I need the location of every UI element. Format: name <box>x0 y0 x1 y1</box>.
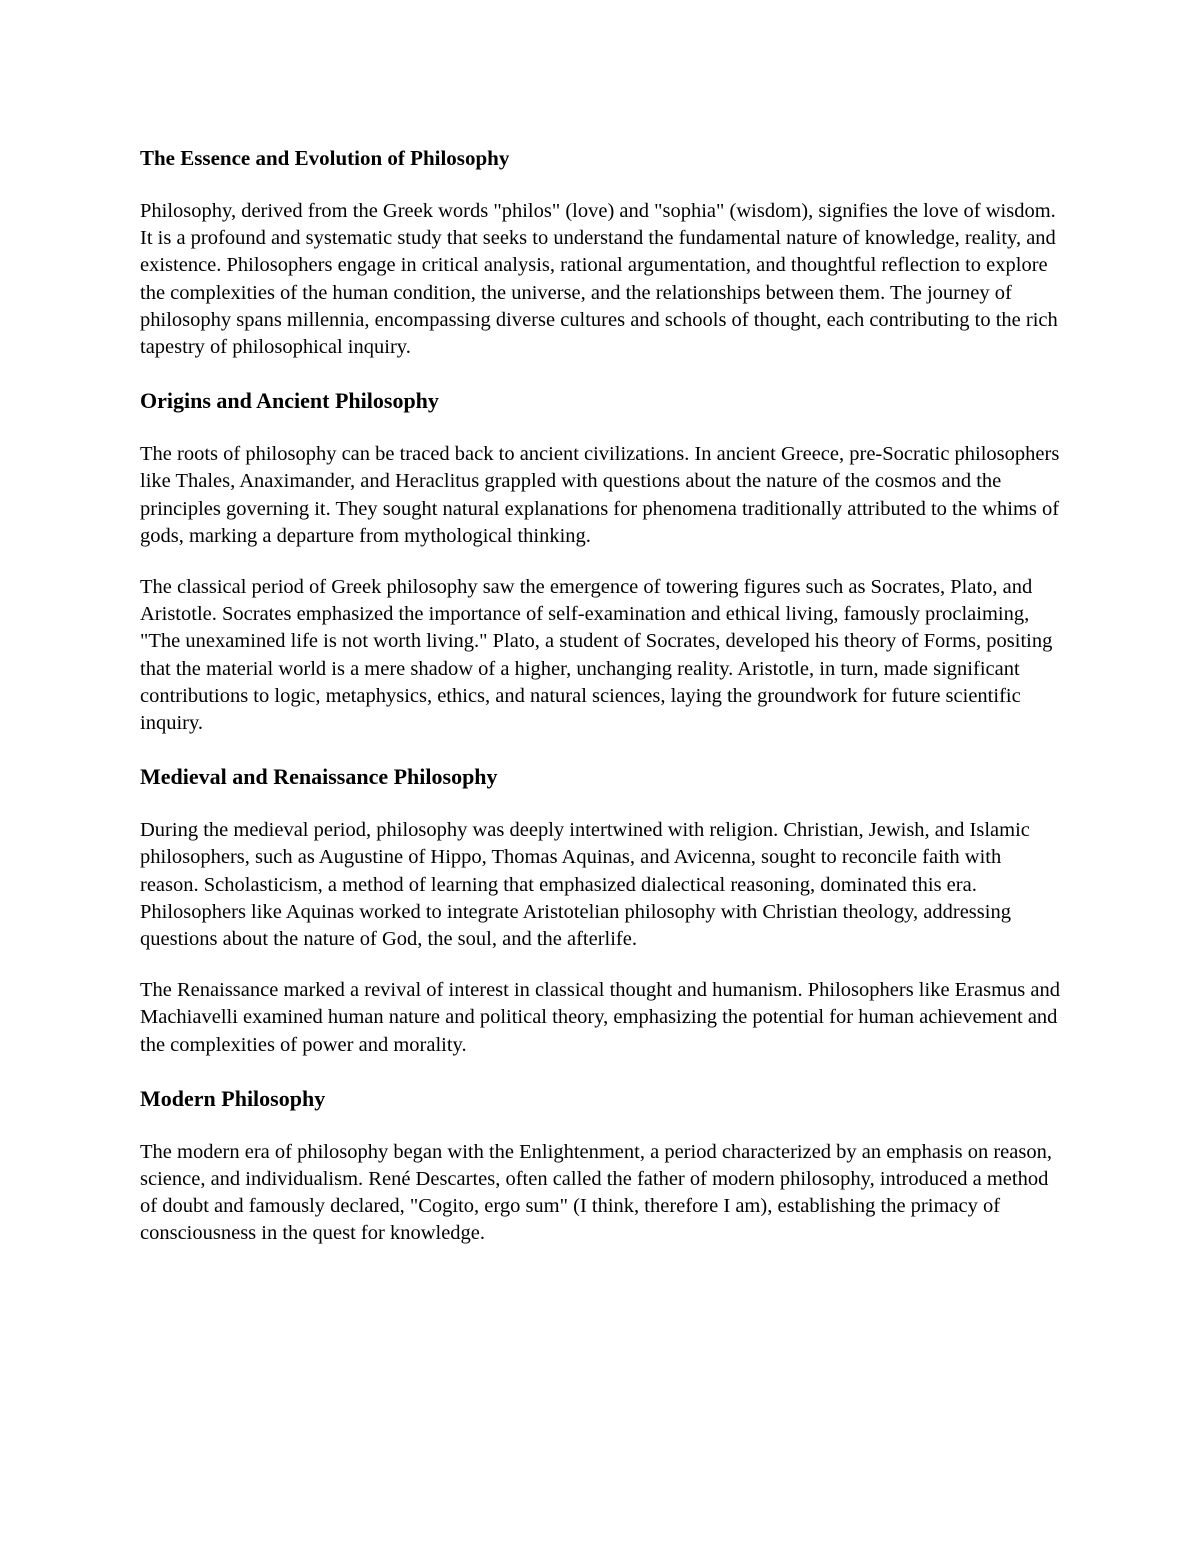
document-title: The Essence and Evolution of Philosophy <box>140 146 510 170</box>
section-heading: Medieval and Renaissance Philosophy <box>140 764 498 790</box>
paragraph: During the medieval period, philosophy was deeply intertwined with religion. Christian, Jewish, and Islamic philosophers, such as Augustine of Hippo, Thomas Aquinas, and Avicenna, sought to reconcile faith with reason. Scholasticism, a method of learning that emphasized dialectical reasoning, dominated this era. Philosophers like Aquinas worked to integrate Aristotelian philosophy with Christian theology, addressing questions about the nature of God, the soul, and the afterlife. <box>140 819 1030 951</box>
paragraph: The Renaissance marked a revival of interest in classical thought and humanism. Philosophers like Erasmus and Machiavelli examined human nature and political theory, emphasizing the potential for human achievement and the complexities of power and morality. <box>140 979 1060 1056</box>
section-heading: Modern Philosophy <box>140 1085 326 1111</box>
section-origins-ancient <box>140 385 1060 737</box>
paragraph: The classical period of Greek philosophy saw the emergence of towering figures such as Socrates, Plato, and Aristotle. Socrates emphasized the importance of self-examination and ethical living, famously proclaiming, "The unexamined life is not worth living." Plato, a student of Socrates, developed his theory of Forms, positing that the material world is a mere shadow of a higher, unchanging reality. Aristotle, in turn, made significant contributions to logic, metaphysics, ethics, and natural sciences, laying the groundwork for future scientific inquiry. <box>140 576 1053 735</box>
document-page <box>140 142 1060 1272</box>
section-medieval-renaissance <box>140 761 1060 1059</box>
paragraph: The roots of philosophy can be traced back to ancient civilizations. In ancient Greece, pre-Socratic philosophers like Thales, Anaximander, and Heraclitus grappled with questions about the nature of the cosmos and the principles governing it. They sought natural explanations for phenomena traditionally attributed to the whims of gods, marking a departure from mythological thinking. <box>140 443 1060 547</box>
paragraph: The modern era of philosophy began with the Enlightenment, a period characterized by an emphasis on reason, science, and individualism. René Descartes, often called the father of modern philosophy, introduced a method of doubt and famously declared, "Cogito, ergo sum" (I think, therefore I am), establishing the primacy of consciousness in the quest for knowledge. <box>140 1140 1052 1245</box>
section-modern <box>140 1083 1060 1248</box>
section-heading: Origins and Ancient Philosophy <box>140 388 439 414</box>
intro-paragraph: Philosophy, derived from the Greek words "philos" (love) and "sophia" (wisdom), signifies the love of wisdom. It is a profound and systematic study that seeks to understand the fundamental nature of knowledge, reality, and existence. Philosophers engage in critical analysis, rational argumentation, and thoughtful reflection to explore the complexities of the human condition, the universe, and the relationships between them. The journey of philosophy spans millennia, encompassing diverse cultures and schools of thought, each contributing to the rich tapestry of philosophical inquiry. <box>140 200 1058 359</box>
